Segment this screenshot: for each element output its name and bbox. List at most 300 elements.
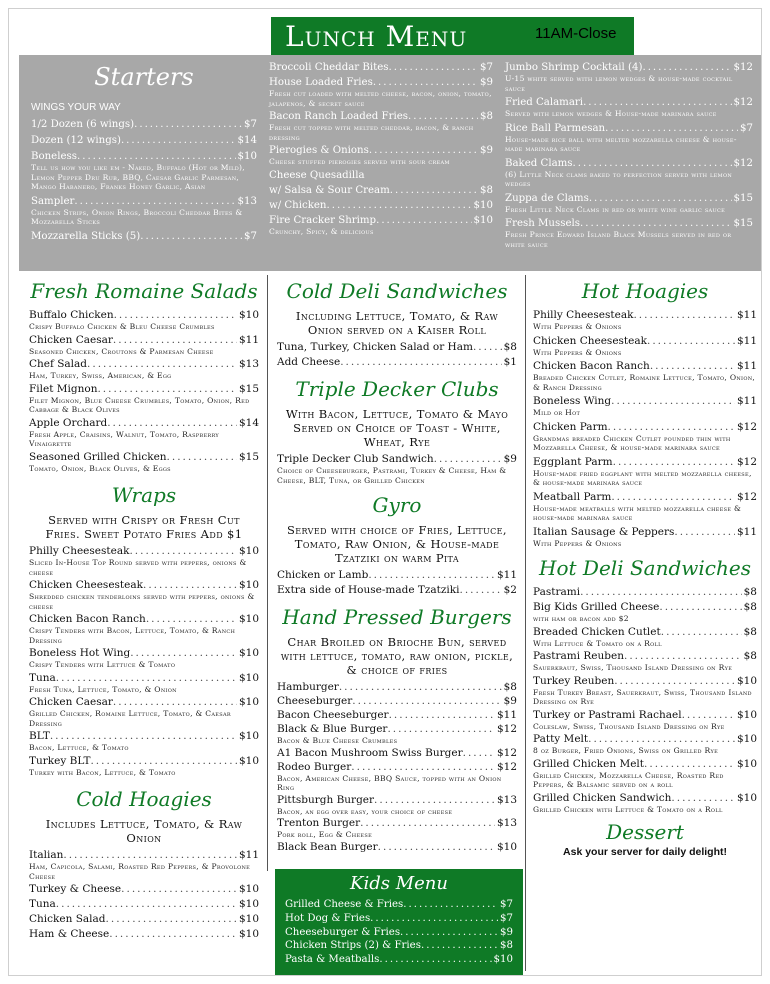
leader-dots [573, 157, 732, 170]
item-price: $12 [736, 490, 757, 503]
item-name: Turkey Reuben [533, 674, 615, 687]
item-price: $13 [496, 793, 517, 806]
cold-deli-list [277, 341, 517, 369]
starters-col2-list [269, 61, 493, 236]
item-price: $15 [238, 450, 259, 463]
menu-item [29, 755, 259, 778]
leader-dots [368, 569, 495, 582]
leader-dots [379, 953, 491, 967]
menu-item [533, 792, 757, 815]
item-description: with ham or bacon add $2 [533, 614, 629, 623]
item-name: Boneless Hot Wing [29, 647, 131, 659]
menu-item [31, 118, 257, 131]
item-name: Chicken Salad [29, 913, 106, 925]
item-price: $8 [500, 940, 513, 952]
menu-item-row [533, 456, 757, 469]
leader-dots [389, 709, 495, 722]
menu-item [269, 110, 493, 142]
item-price: $8 [743, 650, 757, 662]
starters-col-3 [505, 61, 753, 252]
item-price: $11 [736, 395, 757, 407]
item-description: Crispy Tenders with Lettuce & Tomato [29, 660, 176, 669]
item-name: Chicken Caesar [29, 696, 113, 708]
cold-deli-title: Cold Deli Sandwiches [286, 279, 508, 303]
item-price: $13 [237, 195, 257, 207]
leader-dots [374, 794, 495, 807]
item-description: Crispy Buffalo Chicken & Bleu Cheese Crumbles [29, 322, 215, 331]
item-description: House-made rice ball with melted mozzarella cheese & house-made marinara sauce [505, 134, 737, 153]
leader-dots [403, 898, 498, 912]
menu-item-row [505, 122, 753, 135]
item-name: Sampler [31, 195, 75, 207]
item-price: $7 [244, 230, 257, 242]
item-description: Ham, Capicola, Salami, Roasted Red Peppers, & Provolone Cheese [29, 862, 251, 881]
leader-dots [647, 335, 735, 348]
cold-hoagies-title: Cold Hoagies [76, 787, 212, 811]
item-description: Grilled Chicken with Lettuce & Tomato on a Roll [533, 804, 723, 814]
item-price: $10 [238, 579, 259, 591]
leader-dots [129, 545, 237, 558]
item-description: Choice of Cheeseburger, Pastrami, Turkey & Cheese, Ham & Cheese, BLT, Tuna, or Grilled Chicken [277, 466, 507, 485]
menu-item-row [533, 360, 757, 373]
item-description: With Lettuce & Tomato on a Roll [533, 638, 662, 648]
menu-item [277, 584, 517, 597]
menu-item [29, 696, 259, 728]
menu-item-row [277, 584, 517, 597]
burgers-title: Hand Pressed Burgers [282, 605, 512, 629]
menu-item-row [29, 913, 259, 926]
item-name: Chef Salad [29, 358, 88, 370]
item-price: $12 [496, 746, 517, 759]
item-price: $10 [238, 754, 259, 767]
item-name: Boneless Wing [533, 395, 612, 407]
leader-dots [369, 144, 478, 157]
header-banner [271, 17, 634, 55]
menu-item-row [29, 883, 259, 896]
triple-decker-title: Triple Decker Clubs [295, 377, 499, 401]
leader-dots [661, 626, 742, 639]
item-description: Crunchy, Spicy, & delicious [269, 226, 374, 236]
item-description: Bacon, Lettuce, & Tomato [29, 743, 129, 752]
item-price: $12 [496, 760, 517, 773]
menu-item-row [31, 195, 257, 208]
item-price: $11 [736, 525, 757, 538]
item-name: Italian [29, 849, 64, 861]
menu-item [277, 841, 517, 854]
item-price: $15 [733, 218, 753, 229]
menu-item [533, 586, 757, 599]
item-price: $9 [480, 77, 493, 88]
item-name: Tuna [29, 898, 56, 910]
item-description: Sliced In-House Top Round served with peppers, onions & cheese [29, 558, 247, 577]
kids-title: Kids Menu [350, 873, 448, 894]
leader-dots [614, 675, 735, 688]
item-price: $10 [473, 199, 493, 211]
item-price: $12 [496, 723, 517, 735]
item-price: $7 [500, 899, 513, 910]
burgers-list [277, 681, 517, 854]
item-description: Bacon, an egg over easy, your choice of cheese [277, 806, 453, 816]
menu-item [29, 613, 259, 645]
menu-item [29, 358, 259, 381]
menu-item [269, 214, 493, 237]
menu-item-row [285, 898, 513, 912]
menu-item-row [533, 601, 757, 614]
menu-item [29, 898, 259, 911]
menu-item-row [533, 421, 757, 434]
menu-item-row [505, 217, 753, 230]
menu-item [533, 650, 757, 673]
item-description: Fresh cut loaded with melted cheese, bacon, onion, tomato, jalapenos, & secret sauce [269, 89, 492, 108]
leader-dots [580, 586, 742, 599]
leader-dots [370, 912, 498, 926]
leader-dots [642, 61, 731, 74]
menu-item [285, 898, 513, 912]
menu-item-row [269, 76, 493, 89]
leader-dots [121, 134, 236, 147]
item-price: $12 [733, 97, 753, 108]
menu-item [29, 451, 259, 474]
item-name: Ham & Cheese [29, 928, 110, 940]
menu-item-row [277, 817, 517, 830]
item-description: U-15 white served with lemon wedges & house-made cocktail sauce [505, 74, 733, 93]
menu-item-row [533, 758, 757, 771]
item-name: Italian Sausage & Peppers [533, 525, 675, 538]
menu-item [533, 601, 757, 624]
item-name: Tuna, Turkey, Chicken Salad or Ham [277, 341, 473, 353]
item-name: Cheese Quesadilla [269, 169, 365, 181]
menu-item [29, 309, 259, 332]
menu-item-row [29, 730, 259, 743]
menu-item [533, 675, 757, 707]
menu-item-row [285, 953, 513, 967]
item-price: $9 [480, 145, 493, 156]
item-price: $8 [743, 625, 757, 638]
menu-item-row [533, 335, 757, 348]
item-price: $12 [733, 157, 753, 169]
leader-dots [50, 730, 237, 743]
item-price: $10 [238, 671, 259, 684]
menu-item [29, 647, 259, 670]
leader-dots [56, 672, 237, 685]
leader-dots [143, 579, 237, 592]
menu-item-row [533, 792, 757, 805]
item-name: w/ Chicken [269, 199, 327, 211]
item-price: $10 [238, 913, 259, 925]
item-name: Jumbo Shrimp Cocktail (4) [505, 62, 643, 73]
leader-dots [389, 61, 479, 74]
item-name: Pasta & Meatballs [285, 954, 380, 966]
dessert-title: Dessert [606, 820, 684, 844]
menu-item [277, 356, 517, 369]
item-price: $7 [244, 119, 257, 130]
leader-dots [63, 849, 237, 862]
leader-dots [351, 761, 495, 774]
menu-item [277, 709, 517, 722]
leader-dots [106, 913, 237, 926]
menu-item-row [533, 733, 757, 746]
menu-item [269, 169, 493, 182]
menu-item-row [31, 230, 257, 243]
page-title: Lunch Menu [285, 20, 468, 53]
item-name: Rice Ball Parmesan [505, 122, 606, 134]
item-price: $8 [743, 601, 757, 613]
leader-dots [339, 681, 502, 694]
menu-item [29, 334, 259, 357]
item-name: Tuna [29, 671, 56, 684]
item-name: Fresh Mussels [505, 218, 580, 229]
item-price: $7 [500, 912, 513, 924]
item-price: $10 [237, 151, 257, 162]
item-name: Pastrami [533, 586, 581, 598]
leader-dots [109, 928, 237, 941]
menu-item [29, 883, 259, 896]
menu-item [285, 939, 513, 953]
menu-item-row [29, 672, 259, 685]
item-price: $15 [733, 192, 753, 204]
item-price: $10 [238, 309, 259, 321]
item-price: $14 [237, 135, 257, 146]
item-name: Cheeseburger [277, 695, 353, 707]
menu-item-row [533, 586, 757, 599]
menu-item [533, 526, 757, 549]
item-name: Black Bean Burger [277, 840, 378, 853]
wings-heading: WINGS YOUR WAY [31, 102, 121, 113]
starters-col-2 [269, 61, 493, 238]
leader-dots [608, 421, 735, 434]
leader-dots [326, 199, 471, 212]
menu-item [533, 421, 757, 453]
menu-item [29, 545, 259, 577]
menu-item-row [29, 613, 259, 626]
item-name: Triple Decker Club Sandwich [277, 453, 434, 465]
item-name: Broccoli Cheddar Bites [269, 62, 389, 73]
item-price: $11 [238, 849, 259, 861]
dessert-subtitle: Ask your server for daily delight! [563, 846, 727, 858]
item-price: $11 [496, 569, 517, 581]
menu-item [533, 733, 757, 756]
item-name: Seasoned Grilled Chicken [29, 450, 167, 463]
menu-item [285, 912, 513, 926]
menu-item-row [269, 199, 493, 212]
item-description: Grilled Chicken, Mozzarella Cheese, Roasted Red Peppers, & Balsamic served on a roll [533, 770, 724, 789]
middle-column [271, 271, 523, 855]
menu-item [29, 417, 259, 449]
item-price: $8 [480, 111, 493, 122]
item-name: Turkey & Cheese [29, 883, 122, 895]
item-name: Hamburger [277, 681, 339, 693]
menu-item [277, 723, 517, 746]
item-price: $2 [503, 584, 517, 596]
item-price: $10 [736, 708, 757, 721]
menu-item-row [29, 383, 259, 396]
gyro-title: Gyro [372, 493, 422, 517]
leader-dots [434, 453, 502, 466]
leader-dots [650, 360, 735, 373]
item-price: $10 [736, 757, 757, 770]
item-description: Seasoned Chicken, Croutons & Parmesan Cheese [29, 346, 214, 356]
item-description: Bacon & Blue Cheese Crumbles [277, 736, 398, 745]
menu-item-row [505, 96, 753, 109]
item-price: $14 [238, 416, 259, 429]
menu-item [269, 76, 493, 108]
item-price: $9 [503, 453, 517, 465]
item-description: House-made fried eggplant with melted mozzarella cheese, & house-made marinara sauce [533, 468, 752, 487]
item-name: Trenton Burger [277, 817, 361, 829]
item-description: Breaded Chicken Cutlet, Romaine Lettuce, Tomato, Onion, & Ranch Dressing [533, 373, 756, 392]
menu-item-row [277, 723, 517, 736]
leader-dots [134, 118, 242, 131]
leader-dots [473, 341, 502, 354]
item-description: Shredded chicken tenderloins served with peppers, onions & cheese [29, 592, 255, 611]
menu-item-row [31, 134, 257, 147]
hot-hoagies-title: Hot Hoagies [581, 279, 709, 303]
menu-item [533, 626, 757, 649]
item-price: $10 [238, 647, 259, 659]
item-price: $10 [736, 674, 757, 687]
menu-item [277, 794, 517, 817]
menu-item [277, 695, 517, 708]
item-price: $10 [736, 733, 757, 745]
menu-item-row [269, 110, 493, 123]
item-price: $10 [238, 730, 259, 742]
item-description: Sauerkraut, Swiss, Thousand Island Dressing on Rye [533, 663, 733, 672]
leader-dots [624, 650, 742, 663]
item-description: Fresh Prince Edward Island Black Mussels served in red or white sauce [505, 230, 732, 249]
gyro-list [277, 569, 517, 597]
item-name: Rodeo Burger [277, 760, 352, 773]
menu-item [533, 758, 757, 790]
item-name: Apple Orchard [29, 416, 108, 429]
salads-list [29, 309, 259, 473]
gyro-note: Served with choice of Fries, Lettuce, Tomato, Raw Onion, & House-made Tzatziki on warm Pita [287, 523, 507, 565]
item-name: w/ Salsa & Sour Cream [269, 184, 390, 196]
item-name: Fire Cracker Shrimp [269, 214, 377, 226]
menu-item [269, 144, 493, 167]
menu-item-row [277, 569, 517, 582]
leader-dots [97, 383, 237, 396]
leader-dots [659, 601, 741, 614]
hours-label: 11AM-Close [535, 25, 617, 42]
menu-item-row [269, 184, 493, 197]
menu-item-row [269, 61, 493, 74]
menu-item [533, 709, 757, 732]
item-price: $12 [733, 62, 753, 73]
cold-deli-note: Including Lettuce, Tomato, & Raw Onion served on a Kaiser Roll [295, 309, 499, 337]
item-price: $8 [480, 184, 493, 196]
item-description: Chicken Strips, Onion Rings, Broccoli Cheddar Bites & Mozzarella Sticks [31, 207, 243, 226]
item-name: Dozen (12 wings) [31, 135, 121, 146]
item-name: Chicken or Lamb [277, 569, 369, 581]
menu-item-row [505, 61, 753, 74]
leader-dots [387, 723, 495, 736]
menu-item-row [285, 926, 513, 940]
leader-dots [463, 747, 495, 760]
item-description: 8 oz Burger, Fried Onions, Swiss on Grilled Rye [533, 746, 719, 755]
menu-item [505, 157, 753, 189]
item-price: $11 [736, 360, 757, 372]
starters-col3-list [505, 61, 753, 249]
item-name: Turkey BLT [29, 754, 91, 767]
item-name: Filet Mignon [29, 382, 98, 395]
item-name: Pierogies & Onions [269, 145, 369, 156]
menu-item-row [29, 928, 259, 941]
leader-dots [613, 456, 735, 469]
item-price: $10 [473, 214, 493, 226]
item-name: Black & Blue Burger [277, 723, 388, 735]
item-price: $15 [238, 382, 259, 395]
left-column [23, 271, 265, 943]
menu-item-row [533, 309, 757, 322]
column-divider-left [267, 275, 268, 871]
menu-item-row [277, 747, 517, 760]
item-price: $9 [500, 926, 513, 938]
item-description: With Peppers & Onions [533, 347, 622, 357]
menu-item [277, 747, 517, 760]
item-price: $11 [496, 709, 517, 721]
leader-dots [390, 184, 478, 197]
leader-dots [611, 491, 735, 504]
menu-item-row [29, 358, 259, 371]
right-column [527, 271, 762, 858]
item-name: Grilled Chicken Sandwich [533, 791, 672, 804]
starters-col-1 [31, 55, 257, 246]
item-name: Pastrami Reuben [533, 650, 624, 662]
item-price: $12 [736, 455, 757, 468]
menu-item [505, 192, 753, 215]
menu-item-row [29, 755, 259, 768]
menu-item-row [269, 144, 493, 157]
menu-item-row [277, 453, 517, 466]
hot-deli-list [533, 586, 757, 814]
leader-dots [400, 926, 498, 940]
item-name: Philly Cheesesteak [29, 545, 130, 557]
item-description: Fresh Tuna, Lettuce, Tomato, & Onion [29, 684, 177, 694]
item-description: Ham, Turkey, Swiss, American, & Egg [29, 371, 172, 380]
menu-item [277, 681, 517, 694]
wraps-note: Served with Crispy or Fresh Cut Fries. Sweet Potato Fries Add $1 [45, 513, 243, 541]
menu-item-row [29, 696, 259, 709]
item-name: 1/2 Dozen (6 wings) [31, 119, 135, 130]
kids-list [285, 898, 513, 967]
menu-item [29, 383, 259, 415]
leader-dots [352, 695, 501, 708]
leader-dots [682, 709, 735, 722]
item-price: $10 [238, 613, 259, 625]
item-description: Fresh cut topped with melted cheddar, bacon, & ranch dressing [269, 123, 474, 142]
item-name: Chicken Strips (2) & Fries [285, 940, 421, 952]
item-price: $13 [238, 358, 259, 370]
item-price: $11 [736, 309, 757, 321]
menu-item [29, 579, 259, 611]
item-price: $10 [238, 545, 259, 557]
wraps-title: Wraps [111, 483, 177, 507]
item-name: Meatball Parm [533, 490, 612, 503]
menu-item [31, 150, 257, 192]
menu-item [29, 928, 259, 941]
item-name: Eggplant Parm [533, 455, 613, 468]
kids-menu-box [275, 869, 523, 975]
menu-item [277, 341, 517, 354]
item-price: $8 [503, 341, 517, 353]
leader-dots [77, 150, 236, 163]
menu-item [29, 849, 259, 881]
menu-item-row [29, 898, 259, 911]
item-price: $10 [238, 928, 259, 940]
item-description: With Peppers & Onions [533, 538, 622, 548]
hot-deli-title: Hot Deli Sandwiches [539, 556, 751, 580]
cold-hoagies-note: Includes Lettuce, Tomato, & Raw Onion [45, 817, 243, 845]
